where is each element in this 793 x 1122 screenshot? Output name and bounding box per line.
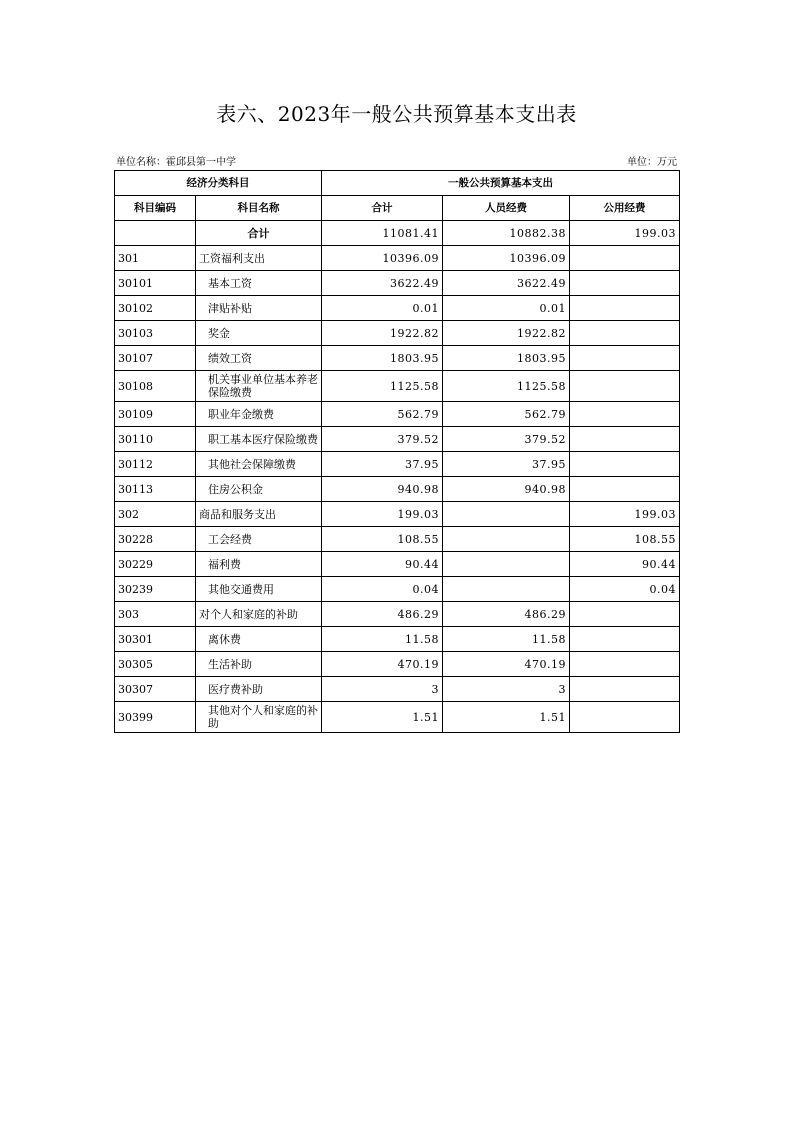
cell-personnel: 1125.58 (443, 371, 570, 402)
cell-code: 30239 (115, 577, 196, 602)
cell-code: 30113 (115, 477, 196, 502)
cell-total: 379.52 (322, 427, 443, 452)
table-row (115, 371, 680, 402)
cell-total: 1803.95 (322, 346, 443, 371)
cell-code: 30307 (115, 677, 196, 702)
cell-personnel: 37.95 (443, 452, 570, 477)
cell-public (570, 452, 680, 477)
table-row (115, 402, 680, 427)
cell-public (570, 427, 680, 452)
cell-total: 3 (322, 677, 443, 702)
cell-total: 1125.58 (322, 371, 443, 402)
cell-name: 奖金 (196, 321, 322, 346)
cell-code: 30399 (115, 702, 196, 733)
cell-personnel: 940.98 (443, 477, 570, 502)
cell-name: 商品和服务支出 (196, 502, 322, 527)
table-row (115, 427, 680, 452)
cell-public: 90.44 (570, 552, 680, 577)
cell-total: 10396.09 (322, 246, 443, 271)
cell-code: 30305 (115, 652, 196, 677)
table-row (115, 602, 680, 627)
cell-name: 津贴补贴 (196, 296, 322, 321)
cell-personnel: 10882.38 (443, 221, 570, 246)
cell-total: 0.04 (322, 577, 443, 602)
cell-name: 福利费 (196, 552, 322, 577)
cell-name: 工资福利支出 (196, 246, 322, 271)
cell-personnel: 0.01 (443, 296, 570, 321)
table-row (115, 346, 680, 371)
cell-public: 199.03 (570, 221, 680, 246)
cell-name: 工会经费 (196, 527, 322, 552)
cell-personnel: 470.19 (443, 652, 570, 677)
total-row (115, 221, 680, 246)
table-row (115, 477, 680, 502)
header-public: 公用经费 (570, 196, 680, 221)
cell-personnel: 10396.09 (443, 246, 570, 271)
cell-name: 对个人和家庭的补助 (196, 602, 322, 627)
header-personnel: 人员经费 (443, 196, 570, 221)
cell-public (570, 627, 680, 652)
table-row (115, 527, 680, 552)
cell-total: 11.58 (322, 627, 443, 652)
cell-name: 其他交通费用 (196, 577, 322, 602)
cell-personnel: 1803.95 (443, 346, 570, 371)
table-row (115, 452, 680, 477)
cell-total: 11081.41 (322, 221, 443, 246)
table-row (115, 246, 680, 271)
cell-code: 30229 (115, 552, 196, 577)
cell-total: 1.51 (322, 702, 443, 733)
cell-code: 302 (115, 502, 196, 527)
budget-table (114, 170, 680, 733)
table-row (115, 502, 680, 527)
cell-public (570, 271, 680, 296)
unit-name: 单位名称：霍邱县第一中学 (116, 157, 236, 168)
cell-code: 30101 (115, 271, 196, 296)
cell-code: 30228 (115, 527, 196, 552)
cell-public (570, 346, 680, 371)
cell-code: 303 (115, 602, 196, 627)
cell-name: 职业年金缴费 (196, 402, 322, 427)
cell-name: 合计 (196, 221, 322, 246)
cell-personnel: 562.79 (443, 402, 570, 427)
table-row (115, 296, 680, 321)
cell-total: 940.98 (322, 477, 443, 502)
cell-personnel: 379.52 (443, 427, 570, 452)
cell-personnel (443, 577, 570, 602)
header-total: 合计 (322, 196, 443, 221)
header-name: 科目名称 (196, 196, 322, 221)
cell-total: 108.55 (322, 527, 443, 552)
cell-personnel (443, 527, 570, 552)
cell-personnel: 486.29 (443, 602, 570, 627)
cell-total: 0.01 (322, 296, 443, 321)
cell-name: 生活补助 (196, 652, 322, 677)
cell-personnel (443, 552, 570, 577)
cell-public: 0.04 (570, 577, 680, 602)
cell-public (570, 402, 680, 427)
table-row (115, 627, 680, 652)
cell-code: 30107 (115, 346, 196, 371)
cell-public (570, 477, 680, 502)
cell-code: 30102 (115, 296, 196, 321)
cell-name: 其他社会保障缴费 (196, 452, 322, 477)
cell-total: 1922.82 (322, 321, 443, 346)
table-row (115, 652, 680, 677)
table-row (115, 552, 680, 577)
cell-public (570, 602, 680, 627)
unit-measure: 单位：万元 (627, 157, 677, 168)
table-body (115, 221, 680, 733)
cell-total: 90.44 (322, 552, 443, 577)
cell-personnel (443, 502, 570, 527)
cell-code: 30110 (115, 427, 196, 452)
cell-total: 562.79 (322, 402, 443, 427)
table-row (115, 271, 680, 296)
table-row (115, 677, 680, 702)
cell-public (570, 677, 680, 702)
cell-name: 医疗费补助 (196, 677, 322, 702)
cell-personnel: 1922.82 (443, 321, 570, 346)
table-header (115, 171, 680, 221)
cell-total: 470.19 (322, 652, 443, 677)
cell-total: 199.03 (322, 502, 443, 527)
cell-code: 30103 (115, 321, 196, 346)
cell-total: 486.29 (322, 602, 443, 627)
cell-public: 108.55 (570, 527, 680, 552)
cell-total: 3622.49 (322, 271, 443, 296)
cell-name: 其他对个人和家庭的补助 (196, 702, 322, 733)
cell-personnel: 1.51 (443, 702, 570, 733)
cell-code: 30109 (115, 402, 196, 427)
cell-code: 30112 (115, 452, 196, 477)
cell-public (570, 371, 680, 402)
cell-public (570, 702, 680, 733)
cell-code: 30108 (115, 371, 196, 402)
header-code: 科目编码 (115, 196, 196, 221)
cell-name: 职工基本医疗保险缴费 (196, 427, 322, 452)
cell-public (570, 652, 680, 677)
cell-personnel: 11.58 (443, 627, 570, 652)
cell-name: 住房公积金 (196, 477, 322, 502)
header-econ-group: 经济分类科目 (115, 171, 322, 196)
cell-name: 绩效工资 (196, 346, 322, 371)
cell-personnel: 3622.49 (443, 271, 570, 296)
cell-name: 离休费 (196, 627, 322, 652)
cell-name: 机关事业单位基本养老保险缴费 (196, 371, 322, 402)
cell-public (570, 296, 680, 321)
cell-public: 199.03 (570, 502, 680, 527)
cell-total: 37.95 (322, 452, 443, 477)
cell-code: 30301 (115, 627, 196, 652)
cell-code (115, 221, 196, 246)
table-row (115, 577, 680, 602)
cell-name: 基本工资 (196, 271, 322, 296)
page-title: 表六、2023年一般公共预算基本支出表 (216, 102, 577, 126)
table-row (115, 321, 680, 346)
cell-public (570, 321, 680, 346)
cell-personnel: 3 (443, 677, 570, 702)
header-budget-group: 一般公共预算基本支出 (322, 171, 680, 196)
cell-code: 301 (115, 246, 196, 271)
cell-public (570, 246, 680, 271)
table-row (115, 702, 680, 733)
